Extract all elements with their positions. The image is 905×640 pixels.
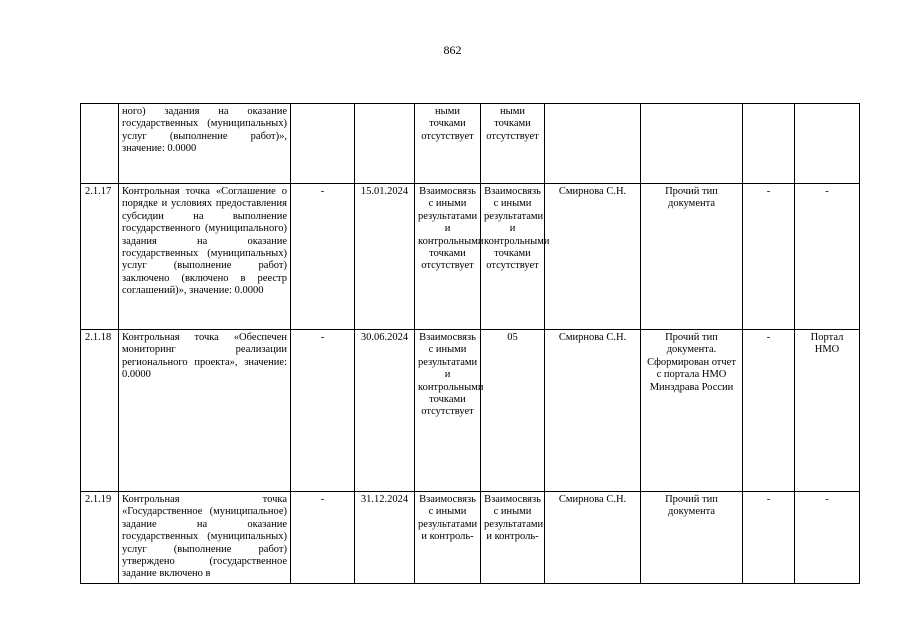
row-description: Контрольная точка «Соглашение о порядке и условиях предоставления субсидии на выполнение государственного (муниципального) задания на оказание государственных (муниципальных) услуг (выполнение работ) заключено (включено в реестр соглашений)», значение: 0.0000 <box>119 184 291 330</box>
table-row <box>81 330 860 492</box>
row-cell: - <box>743 184 795 330</box>
row-number <box>81 104 119 184</box>
row-relation: ными точками отсутствует <box>481 104 545 184</box>
page-number: 862 <box>443 43 462 57</box>
row-description: ного) задания на оказание государственных (муниципальных) услуг (выполнение работ)», значение: 0.0000 <box>119 104 291 184</box>
row-relation: Взаимосвязь с иными результатами и контрольными точками отсутствует <box>481 184 545 330</box>
row-cell <box>743 104 795 184</box>
row-number: 2.1.17 <box>81 184 119 330</box>
row-cell <box>291 104 355 184</box>
row-responsible: Смирнова С.Н. <box>545 330 641 492</box>
row-doc-type: Прочий тип документа <box>641 184 743 330</box>
row-relation: Взаимосвязь с иными результатами и контроль- <box>481 492 545 584</box>
row-relation: Взаимосвязь с иными результатами и контроль- <box>415 492 481 584</box>
row-cell: - <box>291 492 355 584</box>
row-date: 31.12.2024 <box>355 492 415 584</box>
row-doc-type <box>641 104 743 184</box>
row-date: 15.01.2024 <box>355 184 415 330</box>
row-date: 30.06.2024 <box>355 330 415 492</box>
table-row <box>81 492 860 584</box>
row-cell: - <box>291 330 355 492</box>
row-relation: Взаимосвязь с иными результатами и контрольными точками отсутствует <box>415 184 481 330</box>
row-relation: 05 <box>481 330 545 492</box>
row-responsible: Смирнова С.Н. <box>545 184 641 330</box>
row-cell: - <box>795 184 860 330</box>
row-cell: - <box>743 330 795 492</box>
row-description: Контрольная точка «Государственное (муниципальное) задание на оказание государственных (муниципальных) услуг (выполнение работ) утверждено (государственное задание включено в <box>119 492 291 584</box>
row-number: 2.1.19 <box>81 492 119 584</box>
row-number: 2.1.18 <box>81 330 119 492</box>
row-description: Контрольная точка «Обеспечен мониторинг реализации регионального проекта», значение: 0.0000 <box>119 330 291 492</box>
row-responsible <box>545 104 641 184</box>
row-doc-type: Прочий тип документа. Сформирован отчет с портала НМО Минздрава России <box>641 330 743 492</box>
row-cell <box>795 104 860 184</box>
row-cell: - <box>291 184 355 330</box>
row-cell: Портал НМО <box>795 330 860 492</box>
row-relation: Взаимосвязь с иными результатами и контрольными точками отсутствует <box>415 330 481 492</box>
row-date <box>355 104 415 184</box>
row-cell: - <box>795 492 860 584</box>
row-cell: - <box>743 492 795 584</box>
row-doc-type: Прочий тип документа <box>641 492 743 584</box>
row-responsible: Смирнова С.Н. <box>545 492 641 584</box>
table-row <box>81 104 860 184</box>
row-relation: ными точками отсутствует <box>415 104 481 184</box>
control-points-table <box>80 103 860 584</box>
table-row <box>81 184 860 330</box>
